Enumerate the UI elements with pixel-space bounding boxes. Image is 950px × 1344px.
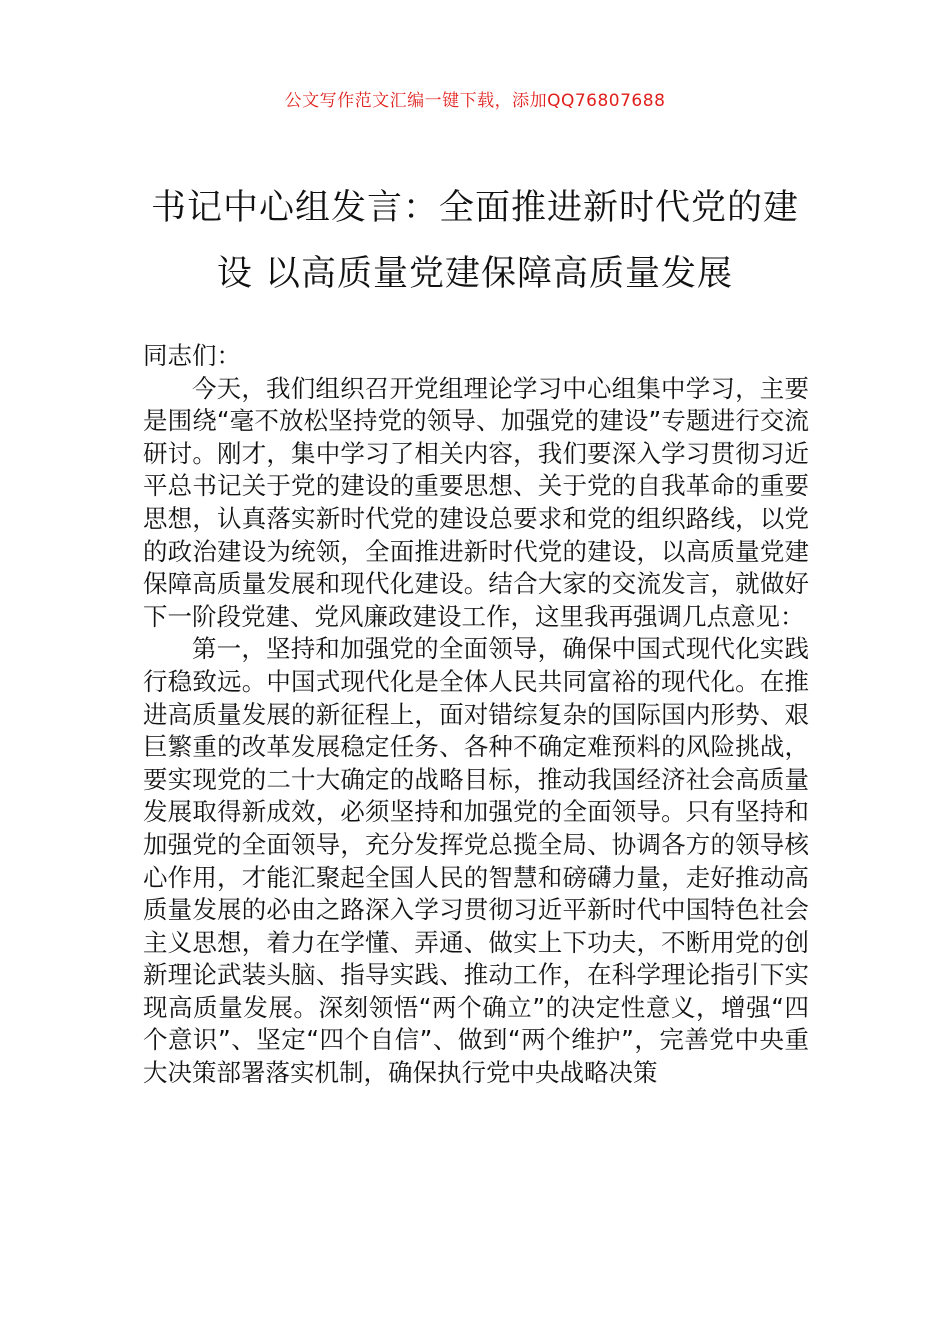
download-banner[interactable]: 公文写作范文汇编一键下载，添加QQ76807688 [284, 91, 666, 111]
salutation: 同志们： [143, 341, 241, 370]
document-body [143, 340, 809, 1090]
title-line-2: 设 以高质量党建保障高质量发展 [216, 254, 734, 294]
title-line-1: 书记中心组发言：全面推进新时代党的建 [150, 188, 799, 228]
document-title [150, 175, 800, 307]
paragraph-1: 今天，我们组织召开党组理论学习中心组集中学习，主要是围绕“毫不放松坚持党的领导、加强党的建设”专题进行交流研讨。刚才，集中学习了相关内容，我们要深入学习贯彻习近平总书记关于党的建设的重要思想、关于党的自我革命的重要思想，认真落实新时代党的建设总要求和党的组织路线，以党的政治建设为统领，全面推进新时代党的建设，以高质量党建保障高质量发展和现代化建设。结合大家的交流发言，就做好下一阶段党建、党风廉政建设工作，这里我再强调几点意见： [143, 373, 809, 631]
paragraph-2: 第一，坚持和加强党的全面领导，确保中国式现代化实践行稳致远。中国式现代化是全体人民共同富裕的现代化。在推进高质量发展的新征程上，面对错综复杂的国际国内形势、艰巨繁重的改革发展稳定任务、各种不确定难预料的风险挑战，要实现党的二十大确定的战略目标，推动我国经济社会高质量发展取得新成效，必须坚持和加强党的全面领导。只有坚持和加强党的全面领导，充分发挥党总揽全局、协调各方的领导核心作用，才能汇聚起全国人民的智慧和磅礴力量，走好推动高质量发展的必由之路深入学习贯彻习近平新时代中国特色社会主义思想，着力在学懂、弄通、做实上下功夫，不断用党的创新理论武装头脑、指导实践、推动工作，在科学理论指引下实现高质量发展。深刻领悟“两个确立”的决定性意义，增强“四个意识”、坚定“四个自信”、做到“两个维护”，完善党中央重大决策部署落实机制，确保执行党中央战略决策 [143, 634, 809, 1088]
